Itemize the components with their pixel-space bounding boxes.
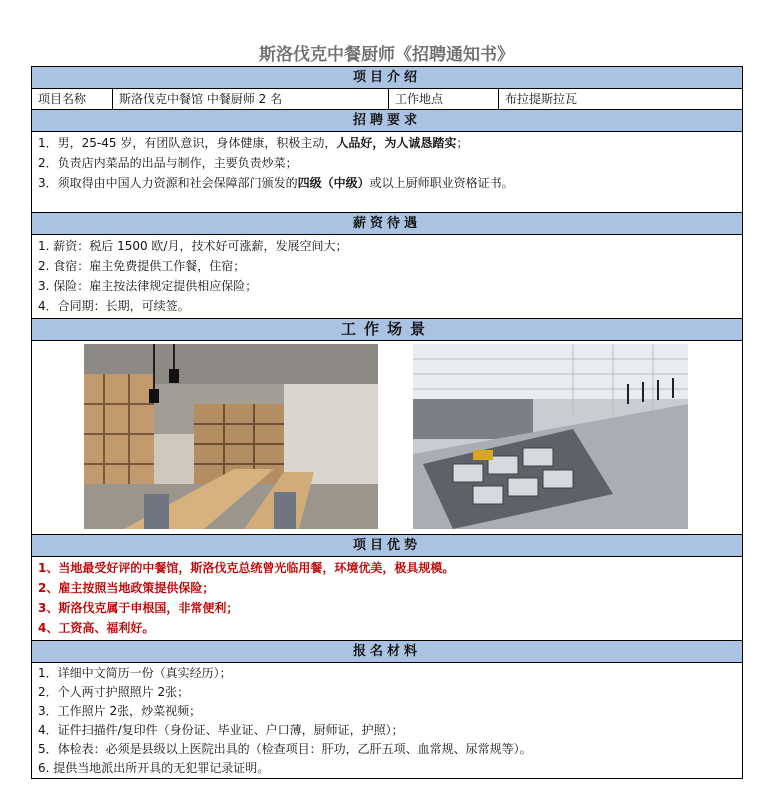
salary-header: 薪资待遇: [32, 213, 742, 235]
requirement-item: 3．须取得由中国人力资源和社会保障部门颁发的四级（中级）或以上厨师职业资格证书。: [38, 176, 514, 190]
material-item: 3．工作照片 2张，炒菜视频；: [38, 704, 202, 718]
requirement-item: 2．负责店内菜品的出品与制作，主要负责炒菜；: [38, 156, 298, 170]
work-location-label: 工作地点: [389, 89, 499, 109]
requirement-item: 1．男，25-45 岁，有团队意识，身体健康，积极主动，人品好，为人诚恳踏实；: [38, 136, 469, 150]
project-intro-header: 项目介绍: [32, 67, 742, 89]
advantage-item: 3、斯洛伐克属于申根国，非常便利；: [38, 601, 239, 615]
commercial-kitchen-photo: [413, 344, 688, 529]
document-title: 斯洛伐克中餐厨师《招聘通知书》: [259, 45, 514, 65]
workplace-header: 工作场景: [32, 319, 742, 341]
workplace-photos: [32, 341, 742, 535]
salary-item: 3. 保险：雇主按法律规定提供相应保险；: [38, 279, 258, 293]
salary-item: 1. 薪资：税后 1500 欧/月，技术好可涨薪，发展空间大；: [38, 239, 348, 253]
salary-item: 4．合同期：长期，可续签。: [38, 299, 190, 313]
material-item: 4．证件扫描件/复印件（身份证、毕业证、户口薄，厨师证，护照）；: [38, 723, 404, 737]
material-item: 6. 提供当地派出所开具的无犯罪记录证明。: [38, 761, 270, 775]
material-item: 1．详细中文简历一份（真实经历）；: [38, 666, 232, 680]
requirements-section: [32, 132, 742, 213]
salary-item: 2. 食宿：雇主免费提供工作餐，住宿；: [38, 259, 246, 273]
project-name-label: 项目名称: [32, 89, 113, 109]
project-info-row: [32, 89, 742, 110]
material-item: 5．体检表：必须是县级以上医院出具的（检查项目：肝功，乙肝五项、血常规、尿常规等）。: [38, 742, 532, 756]
project-name-value: 斯洛伐克中餐馆 中餐厨师 2 名: [113, 89, 389, 109]
requirements-header: 招聘要求: [32, 110, 742, 132]
restaurant-dining-photo: [84, 344, 378, 529]
advantage-item: 2、雇主按照当地政策提供保险；: [38, 581, 215, 595]
materials-section: [32, 663, 742, 779]
work-location-value: 布拉提斯拉瓦: [505, 92, 578, 106]
material-item: 2．个人两寸护照照片 2张；: [38, 685, 190, 699]
advantage-item: 4、工资高、福利好。: [38, 621, 155, 635]
advantages-section: [32, 557, 742, 641]
advantages-header: 项目优势: [32, 535, 742, 557]
salary-section: [32, 235, 742, 319]
materials-header: 报名材料: [32, 641, 742, 663]
advantage-item: 1、当地最受好评的中餐馆，斯洛伐克总统曾光临用餐，环境优美，极具规模。: [38, 561, 455, 575]
recruitment-sheet: [31, 66, 743, 779]
